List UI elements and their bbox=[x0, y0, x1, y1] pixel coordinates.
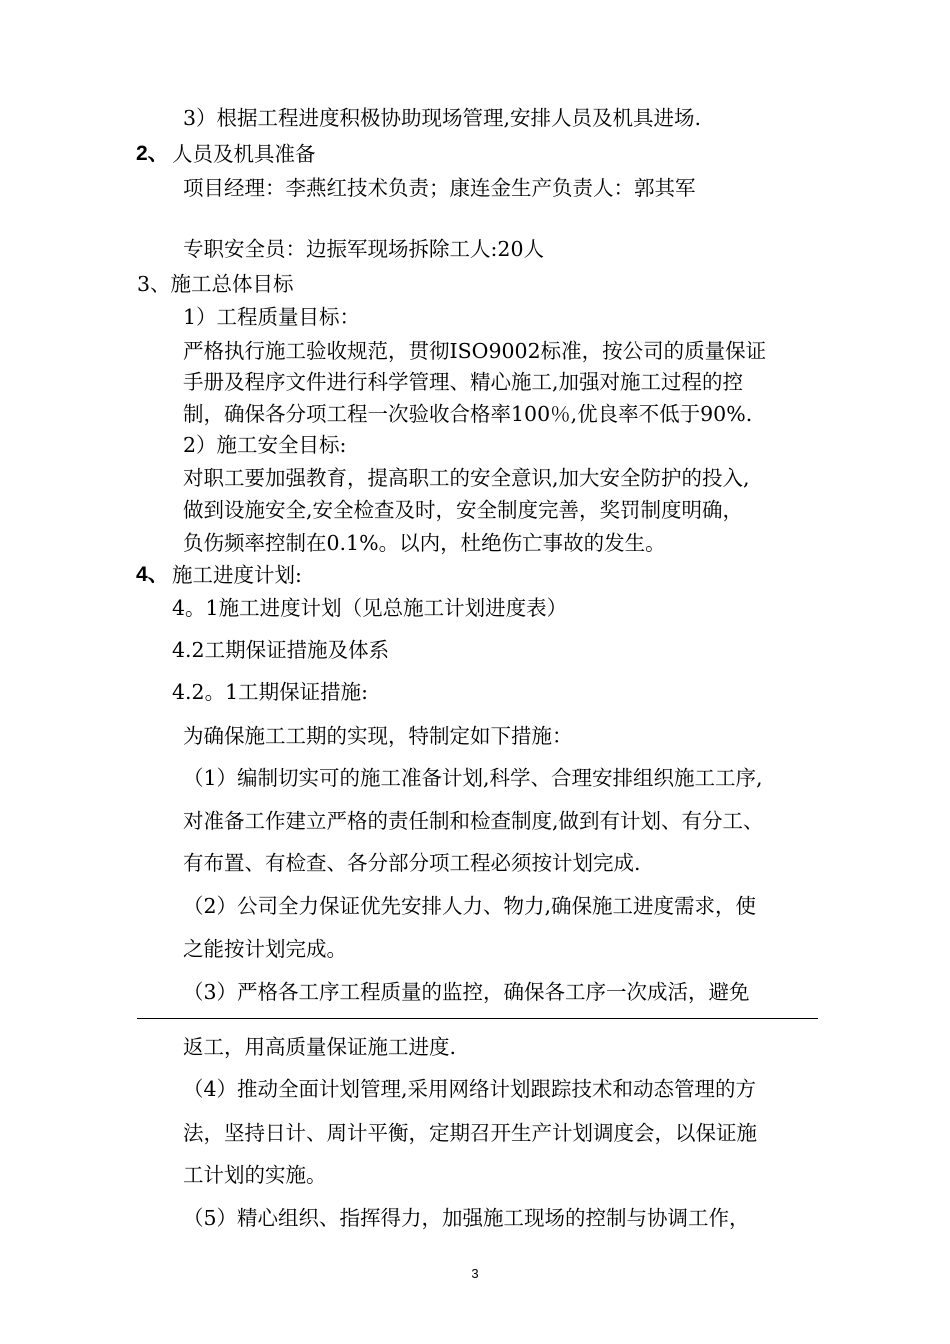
subsection-heading: 4.2。1工期保证措施: bbox=[172, 680, 369, 704]
page-divider bbox=[137, 1018, 818, 1019]
subsection-heading: 1）工程质量目标： bbox=[183, 305, 361, 329]
subsection-heading: 2）施工安全目标: bbox=[183, 433, 347, 457]
text-line: 严格执行施工验收规范，贯彻ISO9002标准，按公司的质量保证 bbox=[183, 339, 767, 363]
text-line: 工计划的实施。 bbox=[183, 1163, 327, 1187]
subsection-heading: 4。1施工进度计划（见总施工计划进度表） bbox=[172, 596, 568, 620]
text-line: 制，确保各分项工程一次验收合格率100％,优良率不低于90%. bbox=[183, 402, 753, 426]
text-line: 为确保施工工期的实现，特制定如下措施： bbox=[183, 724, 573, 748]
text-line: 负伤频率控制在0.1%。以内，杜绝伤亡事故的发生。 bbox=[183, 531, 666, 555]
text-line: 对职工要加强教育，提高职工的安全意识,加大安全防护的投入, bbox=[183, 466, 750, 490]
text-line: 有布置、有检查、各分部分项工程必须按计划完成. bbox=[183, 851, 641, 875]
section-heading: 3、施工总体目标 bbox=[137, 272, 294, 296]
subsection-heading: 4.2工期保证措施及体系 bbox=[172, 638, 390, 662]
heading-number: 4、 bbox=[136, 563, 169, 586]
text-line: 对准备工作建立严格的责任制和检查制度,做到有计划、有分工、 bbox=[183, 809, 764, 833]
text-line: 3）根据工程进度积极协助现场管理,安排人员及机具进场. bbox=[183, 106, 702, 130]
text-line: （5）精心组织、指挥得力，加强施工现场的控制与协调工作， bbox=[183, 1206, 750, 1230]
heading-number: 2、 bbox=[136, 142, 169, 165]
text-line: （4）推动全面计划管理,采用网络计划跟踪技术和动态管理的方 bbox=[183, 1077, 757, 1101]
text-line: 专职安全员：边振军现场拆除工人:20人 bbox=[183, 237, 544, 261]
text-line: （3）严格各工序工程质量的监控，确保各工序一次成活，避免 bbox=[183, 980, 750, 1004]
text-line: （2）公司全力保证优先安排人力、物力,确保施工进度需求，使 bbox=[183, 894, 757, 918]
text-line: 做到设施安全,安全检查及时，安全制度完善，奖罚制度明确， bbox=[183, 498, 744, 522]
text-line: 项目经理：李燕红技术负责；康连金生产负责人：郭其军 bbox=[183, 176, 696, 200]
text-line: 手册及程序文件进行科学管理、精心施工,加强对施工过程的控 bbox=[183, 370, 744, 394]
text-line: 返工，用高质量保证施工进度. bbox=[183, 1035, 457, 1059]
text-line: （1）编制切实可的施工准备计划,科学、合理安排组织施工工序, bbox=[183, 766, 763, 790]
text-line: 之能按计划完成。 bbox=[183, 937, 347, 961]
text-line: 法，坚持日计、周计平衡，定期召开生产计划调度会，以保证施 bbox=[183, 1121, 757, 1145]
page-number: 3 bbox=[471, 1266, 479, 1281]
section-heading: 施工进度计划: bbox=[172, 563, 302, 587]
section-heading: 人员及机具准备 bbox=[172, 142, 316, 166]
